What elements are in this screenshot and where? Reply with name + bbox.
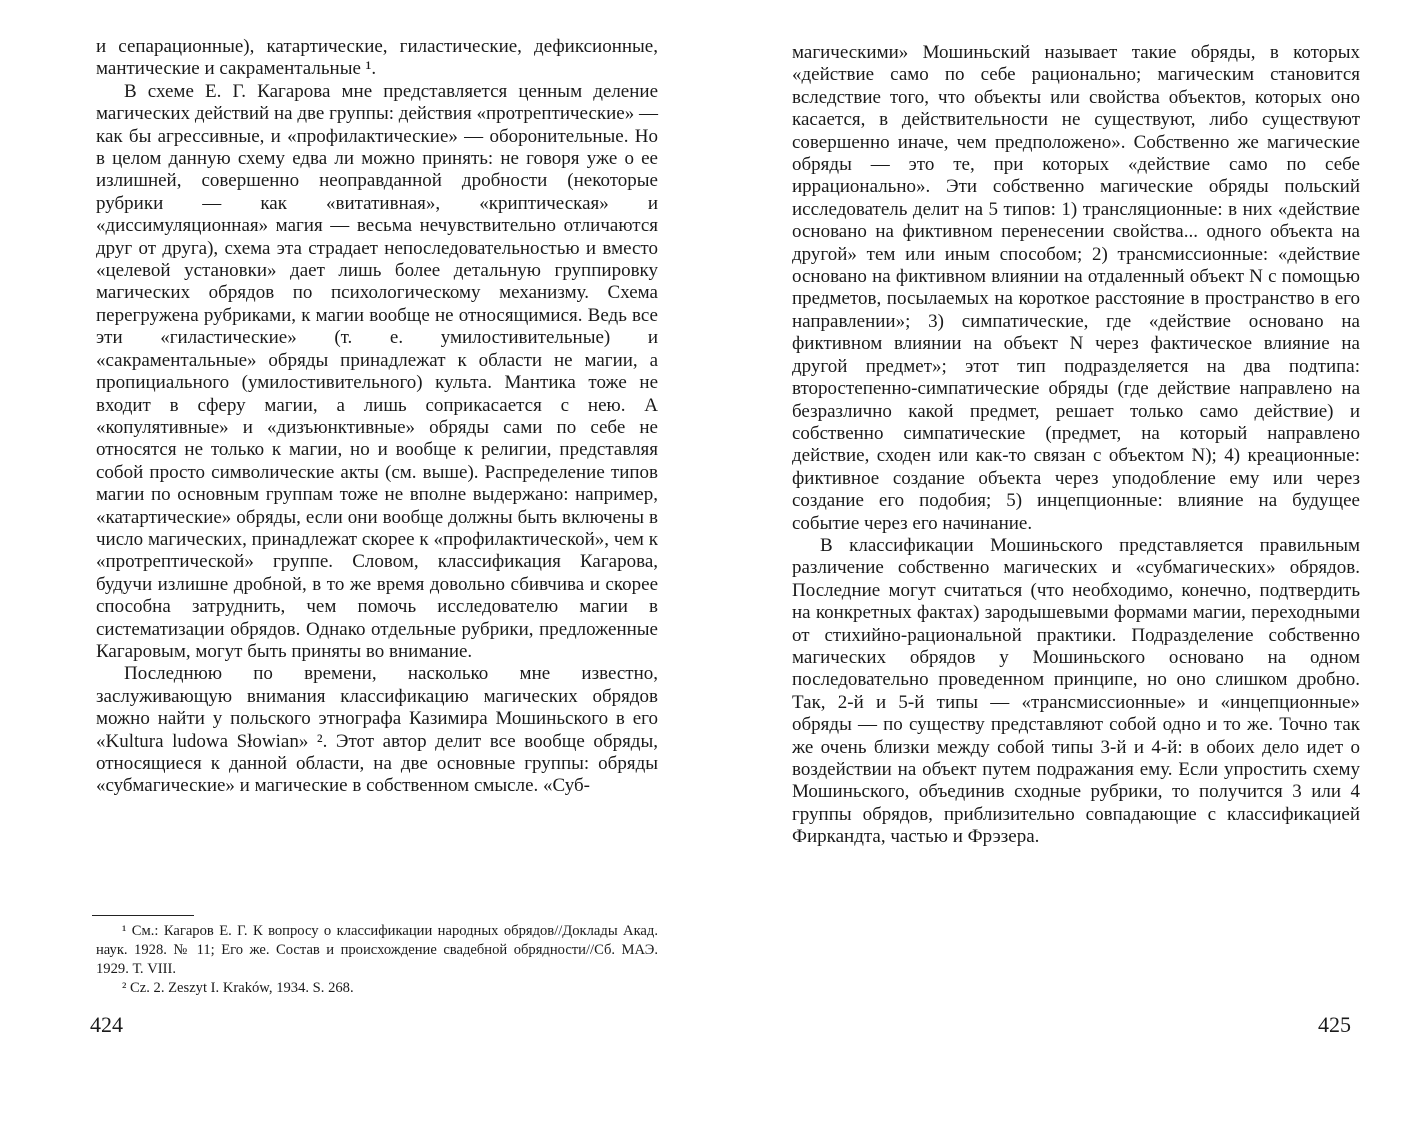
page-number-left: 424 [90,1012,123,1037]
left-page [0,0,706,1130]
right-paragraph-2: В классификации Мошиньского представляется правильным различение собственно магических и «субмагических» обрядов. Последние могут считаться (что необходимо, конечно, подтвердить на конкретных фактах) зародышевыми формами магии, переходными от стихийно-рациональной практики. Подразделение собственно магических обрядов у Мошиньского основано на одном последовательно проведенном принципе, но оно слишком дробно. Так, 2-й и 5-й типы — «трансмиссионные» и «инцепционные» обряды — по существу представляют собой одно и то же. Точно так же очень близки между собой типы 3-й и 4-й: в обоих дело идет о воздействии на объект путем подражания ему. Если упростить схему Мошиньского, объединив сходные рубрики, то получится 3 или 4 группы обрядов, приблизительно совпадающие с классификацией Фиркандта, частью и Фрэзера. [792,534,1360,848]
left-page-text [96,36,658,798]
left-paragraph-3: Последнюю по времени, насколько мне известно, заслуживающую внимания классификацию магических обрядов можно найти у польского этнографа Казимира Мошиньского в его «Kultura ludowa Słowian» ². Этот автор делит все вообще обряды, относящиеся к данной области, на две основные группы: обряды «субмагические» и магические в собственном смысле. «Суб- [96,663,658,797]
footnote-2: ² Cz. 2. Zeszyt I. Kraków, 1934. S. 268. [122,980,354,996]
footnote-separator [92,915,194,916]
right-paragraph-1: магическими» Мошиньский называет такие обряды, в которых «действие само по себе рационально; магическим становится вследствие того, что объекты или свойства объектов, которых оно касается, в действительности не существуют, либо существуют совершенно иначе, чем предположено». Собственно же магические обряды — это те, при которых «действие само по себе иррационально». Эти собственно магические обряды польский исследователь делит на 5 типов: 1) трансляционные: в них «действие основано на фиктивном перенесении свойства... одного объекта на другой» тем или иным способом; 2) трансмиссионные: «действие основано на фиктивном влиянии на отдаленный объект N с помощью предметов, посылаемых на короткое расстояние в пространство в его направлении»; 3) симпатические, где «действие основано на фиктивном влиянии на объект N через фактическое влияние на другой предмет»; этот тип подразделяется на два подтипа: второстепенно-симпатические обряды (где действие направлено на безразлично какой предмет, решает только само действие) и собственно симпатические (предмет, на который направлено действие, сходен или как-то связан с объектом N); 4) креационные: фиктивное создание объекта через уподобление ему или через создание его подобия; 5) инцепционные: влияние на будущее событие через его начинание. [792,42,1360,534]
left-paragraph-1: и сепарационные), катартические, гиластические, дефиксионные, мантические и сакраментальные ¹. [96,36,658,80]
page-number-right: 425 [1318,1012,1351,1037]
left-paragraph-2: В схеме Е. Г. Кагарова мне представляется ценным деление магических действий на две группы: действия «протрептические» — как бы агрессивные, и «профилактические» — оборонительные. Но в целом данную схему едва ли можно принять: не говоря уже о ее излишней, совершенно неоправданной дробности (некоторые рубрики — как «витативная», «криптическая» и «диссимуляционная» магия — весьма нечувствительно отличаются друг от друга), схема эта страдает непоследовательностью и вместо «целевой установки» дает лишь более детальную группировку магических обрядов по психологическому механизму. Схема перегружена рубриками, к магии вообще не относящимися. Ведь все эти «гиластические» (т. е. умилостивительные) и «сакраментальные» обряды принадлежат к области не магии, а пропициального (умилостивительного) культа. Мантика тоже не входит в сферу магии, а лишь соприкасается с нею. А «копулятивные» и «дизъюнктивные» обряды сами по себе не относятся не только к магии, но и вообще к религии, представляя собой просто символические акты (см. выше). Распределение типов магии по основным группам тоже не вполне выдержано: например, «катартические» обряды, если они вообще должны быть включены в число магических, принадлежат скорее к «профилактической», чем к «протрептической» группе. Словом, классификация Кагарова, будучи излишне дробной, в то же время довольно сбивчива и скорее способна затруднить, чем помочь исследователю магии в систематизации обрядов. Однако отдельные рубрики, предложенные Кагаровым, могут быть приняты во внимание. [96,80,658,662]
right-page [706,0,1413,1130]
right-page-text [792,42,1360,849]
footnote-1: ¹ См.: Кагаров Е. Г. К вопросу о классификации народных обрядов//Доклады Акад. наук. 1928. № 11; Его же. Состав и происхождение свадебной обрядности//Сб. МАЭ. 1929. Т. VIII. [96,923,658,977]
footnotes [96,922,658,998]
